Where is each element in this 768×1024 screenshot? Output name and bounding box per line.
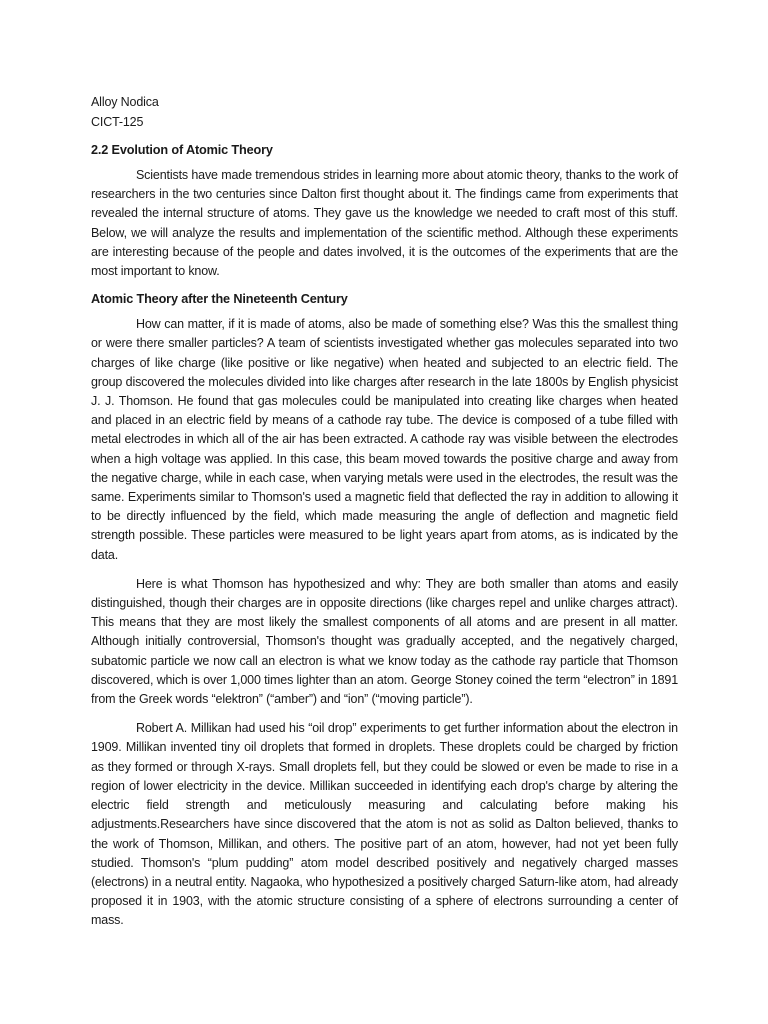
paragraph-thomson-experiment: How can matter, if it is made of atoms, also be made of something else? Was this the smallest thing or were there smaller particles? A team of scientists investigated whether gas molecules separated into two charges of like charge (like positive or like negative) when heated and subjected to an electric field. The group discovered the molecules divided into like charges after research in the late 1800s by English physicist J. J. Thomson. He found that gas molecules could be manipulated into creating like charges when heated and placed in an electric field by means of a cathode ray tube. The device is composed of a tube filled with metal electrodes in which all of the air has been extracted. A cathode ray was visible between the electrodes when a high voltage was applied. In this case, this beam moved towards the positive charge and away from the negative charge, while in each case, when varying metals were used in the electrodes, the result was the same. Experiments similar to Thomson's used a magnetic field that deflected the ray in addition to allowing it to be directly influenced by the field, which made measuring the angle of deflection and magnetic field strength possible. These particles were measured to be light years apart from atoms, as is indicated by the data. [91,317,678,562]
paragraph-intro: Scientists have made tremendous strides in learning more about atomic theory, thanks to the work of researchers in the two centuries since Dalton first thought about it. The findings came from experiments that revealed the internal structure of atoms. They gave us the knowledge we needed to craft most of this stuff. Below, we will analyze the results and implementation of the scientific method. Although these experiments are interesting because of the people and dates involved, it is the outcomes of the experiments that are the most important to know. [91,168,678,279]
document-page [91,92,678,941]
sub-heading: Atomic Theory after the Nineteenth Century [91,292,348,307]
course-code: CICT-125 [91,115,144,129]
section-heading: 2.2 Evolution of Atomic Theory [91,143,273,157]
paragraph-thomson-hypothesis: Here is what Thomson has hypothesized and why: They are both smaller than atoms and easily distinguished, though their charges are in opposite directions (like charges repel and unlike charges attract). This means that they are most likely the smallest components of all atoms and are present in all matter. Although initially controversial, Thomson's thought was gradually accepted, and the negatively charged, subatomic particle we now call an electron is what we know today as the cathode ray particle that Thomson discovered, which is over 1,000 times lighter than an atom. George Stoney coined the term “electron” in 1891 from the Greek words “elektron” (“amber”) and “ion” (“moving particle”). [91,576,678,707]
paragraph-millikan: Robert A. Millikan had used his “oil drop” experiments to get further information about the electron in 1909. Millikan invented tiny oil droplets that formed in droplets. These droplets could be charged by friction as they formed or through X-rays. Small droplets fell, but they could be slowed or even be made to rise in a region of lower electricity in the device. Millikan succeeded in identifying each drop's charge by altering the electric field strength and meticulously measuring and calculating before making his adjustments.Researchers have since discovered that the atom is not as solid as Dalton believed, thanks to the work of Thomson, Millikan, and others. The positive part of an atom, however, had not yet been fully studied. Thomson's “plum pudding” atom model described positively and negatively charged masses (electrons) in a neutral entity. Nagaoka, who hypothesized a positively charged Saturn-like atom, had already proposed it in 1903, with the atomic structure consisting of a sphere of electrons surrounding a center of mass. [91,721,678,928]
author-name: Alloy Nodica [91,95,159,109]
